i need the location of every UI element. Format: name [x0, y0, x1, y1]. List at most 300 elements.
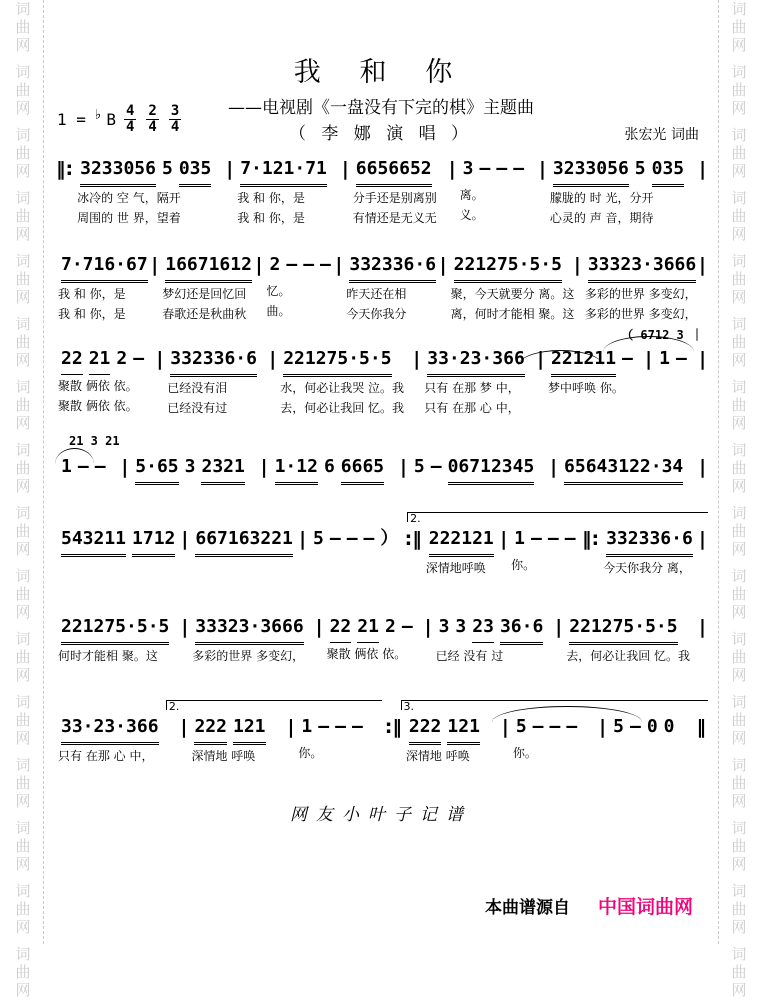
- notation-line: [58, 252, 147, 283]
- measure: [189, 614, 314, 665]
- lyric-line-1: 你。: [512, 746, 537, 760]
- note-group: –: [496, 158, 508, 179]
- watermark-text: 曲: [731, 81, 747, 99]
- watermark-text: 词: [15, 504, 31, 522]
- lyric-line-1: 昨天还在相: [346, 287, 407, 301]
- watermark-text: 曲: [731, 207, 747, 225]
- note-group: 667163221: [195, 526, 293, 557]
- measure: [653, 346, 698, 414]
- note-group: 3233056: [80, 156, 156, 187]
- note-group: 543211: [61, 526, 126, 557]
- notation-line: [237, 156, 338, 187]
- lyric-line-1: 你。: [511, 558, 536, 572]
- note-group: 5·65: [135, 454, 178, 485]
- measure: [55, 346, 155, 415]
- barline: |: [538, 158, 546, 180]
- watermark-text: 词: [15, 252, 31, 270]
- end-barline: |: [699, 616, 706, 638]
- barline: |: [537, 348, 545, 370]
- watermark-group: [730, 441, 748, 495]
- watermark-group: [730, 315, 748, 369]
- notation-line: [58, 614, 177, 645]
- watermark-text: 曲: [15, 207, 31, 225]
- time-signature-denominator: 4: [170, 119, 180, 135]
- watermark-group: [14, 378, 32, 432]
- lyric-line-1: [58, 560, 177, 577]
- measure: [55, 252, 150, 323]
- note-group: 121: [447, 714, 480, 745]
- end-barline: |: [699, 348, 707, 370]
- time-signature: [146, 104, 158, 135]
- watermark-text: 曲: [15, 144, 31, 162]
- watermark-text: 网: [731, 351, 747, 369]
- watermark-text: 词: [731, 378, 747, 396]
- time-signature: [169, 104, 181, 135]
- note-group: 21: [89, 346, 111, 375]
- time-signature-denominator: 4: [125, 119, 135, 135]
- note-group: –: [329, 528, 341, 549]
- note-group: 21: [357, 614, 379, 643]
- note-group: –: [351, 716, 363, 737]
- watermark-text: 词: [731, 756, 747, 774]
- note-group: 035: [652, 156, 685, 187]
- repeat-sign: ‖:: [581, 528, 600, 550]
- volta-bracket: [166, 700, 382, 713]
- notation-line: [406, 714, 498, 745]
- watermark-text: 曲: [731, 270, 747, 288]
- watermark-group: [14, 189, 32, 243]
- measure: [55, 714, 180, 765]
- watermark-text: 曲: [731, 711, 747, 729]
- system-row: [55, 252, 707, 323]
- note-group: 36·6: [500, 614, 543, 645]
- watermark-group: [730, 630, 748, 684]
- lyric-line-1: [610, 745, 692, 762]
- measure: [264, 252, 335, 320]
- watermark-text: 网: [731, 99, 747, 117]
- right-watermark-column: [730, 0, 748, 1008]
- measure: [558, 454, 698, 485]
- watermark-text: 词: [731, 126, 747, 144]
- watermark-text: 网: [731, 414, 747, 432]
- note-group: –: [133, 348, 145, 369]
- measure: [343, 252, 438, 323]
- measure: [159, 252, 254, 323]
- measure: [508, 526, 581, 574]
- measure: [403, 714, 501, 765]
- note-group: –: [346, 528, 358, 549]
- barline: |: [269, 348, 277, 370]
- lyric-line-2: 我 和 你，是: [237, 211, 305, 225]
- watermark-text: 网: [15, 603, 31, 621]
- watermark-group: [730, 63, 748, 117]
- watermark-text: 网: [15, 918, 31, 936]
- note-group: 23: [472, 614, 494, 643]
- notation-line: [436, 614, 552, 645]
- measure: [55, 614, 180, 665]
- score-system: [55, 326, 707, 417]
- measure: [307, 526, 404, 574]
- lyric-line-1: 只有 在那 梦 中，: [424, 381, 520, 395]
- performer-line: （ 李 娜 演 唱 ）: [288, 124, 474, 144]
- watermark-text: 词: [731, 441, 747, 459]
- watermark-text: 网: [731, 918, 747, 936]
- watermark-text: 词: [15, 0, 31, 18]
- notation-line: [603, 526, 695, 557]
- end-barline: |: [699, 528, 706, 550]
- watermark-text: 词: [15, 441, 31, 459]
- note-group: 3: [184, 456, 196, 477]
- note-group: 5: [161, 158, 173, 179]
- note-group: 5: [515, 716, 527, 737]
- notation-line: [167, 346, 265, 377]
- note-group: –: [629, 716, 641, 737]
- note-group: 2: [116, 348, 128, 369]
- flat-sign-icon: ♭: [93, 106, 103, 123]
- barline: |: [448, 158, 456, 180]
- notation-line: [191, 714, 283, 745]
- measure: [408, 454, 549, 485]
- lyric-line-2: 义。: [459, 208, 484, 222]
- final-barline: ‖: [696, 716, 706, 738]
- lyric-line-1: 聚，今天就要分 离。这: [450, 287, 575, 301]
- watermark-text: 曲: [731, 144, 747, 162]
- barline: |: [399, 456, 407, 478]
- lyric-line-1: 离。: [459, 188, 484, 202]
- note-group: –: [94, 456, 106, 477]
- lyric-line-1: [656, 377, 695, 394]
- measure: [189, 526, 298, 577]
- score-system: [55, 614, 707, 665]
- pickup-notes: （ 6712 3 ｜: [621, 328, 703, 342]
- watermark-text: 曲: [731, 18, 747, 36]
- note-group: –: [430, 456, 442, 477]
- notation-line: [424, 346, 533, 377]
- watermark-text: 网: [15, 981, 31, 999]
- measure: [547, 156, 698, 227]
- system-row: [55, 346, 707, 417]
- watermark-text: 曲: [731, 585, 747, 603]
- lyric-line-1: [192, 560, 295, 577]
- lyric-line-2: 离，何时才能相 聚。这: [450, 307, 575, 321]
- note-group: 332336·6: [170, 346, 257, 377]
- lyric-line-1: 你。: [298, 746, 323, 760]
- right-dashed-divider: [718, 0, 719, 944]
- time-signature-numerator: 3: [170, 103, 180, 119]
- notation-line: [132, 454, 256, 485]
- watermark-text: 词: [731, 315, 747, 333]
- measure: [295, 714, 383, 762]
- watermark-text: 网: [15, 288, 31, 306]
- note-group: 3: [462, 158, 474, 179]
- notation-line: [411, 454, 546, 485]
- note-group: –: [320, 254, 331, 275]
- barline: |: [424, 616, 432, 638]
- watermark-text: 网: [15, 225, 31, 243]
- barline: |: [181, 528, 189, 550]
- watermark-group: [14, 252, 32, 306]
- lyric-line-1: 聚散 俩依 依。: [326, 647, 407, 661]
- note-group: 22: [330, 614, 352, 643]
- key-signature: [57, 104, 181, 135]
- note-group: 6656652: [356, 156, 432, 187]
- lyric-line-1: 冰冷的 空 气，隔开: [77, 191, 181, 205]
- watermark-text: 曲: [15, 900, 31, 918]
- measure: [188, 714, 286, 765]
- watermark-group: [14, 441, 32, 495]
- lyric-line-2: 春歌还是秋曲秋: [162, 307, 247, 321]
- watermark-text: 曲: [15, 18, 31, 36]
- key-letter: B: [106, 110, 116, 129]
- watermark-text: 词: [15, 567, 31, 585]
- lyric-line-2: [656, 397, 695, 414]
- barline: |: [181, 616, 189, 638]
- lyric-line-1: 去，何必让我回 忆。我: [566, 649, 691, 663]
- watermark-text: 词: [731, 945, 747, 963]
- repeat-start-sign: ‖:: [56, 158, 74, 180]
- watermark-text: 网: [731, 603, 747, 621]
- watermark-text: 曲: [15, 270, 31, 288]
- barline: |: [439, 254, 447, 276]
- watermark-group: [730, 945, 748, 999]
- measure: [423, 526, 499, 577]
- note-group: –: [549, 716, 561, 737]
- watermark-text: 网: [731, 288, 747, 306]
- lyric-line-2: 聚散 俩依 依。: [58, 399, 138, 413]
- note-group: –: [401, 616, 413, 637]
- lyric-line-1: 多彩的世界 多变幻，: [192, 649, 305, 663]
- watermark-text: 曲: [731, 522, 747, 540]
- notation-line: [272, 454, 396, 485]
- notation-line: [566, 614, 695, 645]
- watermark-text: 词: [731, 693, 747, 711]
- watermark-text: 曲: [731, 774, 747, 792]
- note-group: 65643122·34: [564, 454, 683, 485]
- watermark-text: 曲: [731, 459, 747, 477]
- lyric-line-1: [310, 557, 401, 574]
- watermark-text: 网: [731, 225, 747, 243]
- note-group: –: [675, 348, 687, 369]
- notation-line: [327, 614, 421, 643]
- note-group: 222: [409, 714, 442, 745]
- end-barline: |: [699, 456, 707, 478]
- score-system: [55, 156, 707, 227]
- note-group: 0: [663, 716, 675, 737]
- notation-line: [451, 252, 570, 283]
- note-group: 6665: [341, 454, 384, 485]
- measure: [269, 454, 399, 485]
- watermark-group: [14, 315, 32, 369]
- volta-bracket: [407, 512, 708, 525]
- lyric-line-2: 心灵的 声 音，期待: [549, 211, 654, 225]
- watermark-text: 网: [731, 729, 747, 747]
- note-group: –: [479, 158, 491, 179]
- barline: |: [501, 716, 509, 738]
- time-signature: [124, 104, 136, 135]
- barline: |: [156, 348, 164, 370]
- watermark-text: 词: [15, 63, 31, 81]
- barline: |: [341, 158, 349, 180]
- watermark-text: 曲: [15, 333, 31, 351]
- watermark-group: [14, 63, 32, 117]
- note-group: 222: [194, 714, 227, 745]
- note-group: 06712345: [448, 454, 535, 485]
- watermark-text: 曲: [731, 900, 747, 918]
- watermark-text: 词: [15, 819, 31, 837]
- barline: |: [121, 456, 129, 478]
- watermark-text: 词: [731, 819, 747, 837]
- notation-line: [353, 156, 445, 187]
- measure: [457, 156, 538, 224]
- note-group: 1: [301, 716, 313, 737]
- watermark-text: 词: [15, 630, 31, 648]
- note-group: 7·121·71: [240, 156, 327, 187]
- note-group: 1: [659, 348, 670, 369]
- barline: |: [299, 528, 307, 550]
- note-group: 1: [514, 528, 525, 549]
- notation-line: [267, 252, 332, 280]
- note-group: 3: [438, 616, 450, 637]
- watermark-group: [730, 693, 748, 747]
- watermark-text: 网: [731, 162, 747, 180]
- barline: |: [645, 348, 653, 370]
- barline: |: [315, 616, 323, 638]
- watermark-text: 词: [731, 882, 747, 900]
- lyric-line-1: 我 和 你，是: [58, 287, 126, 301]
- barline: |: [180, 716, 188, 738]
- watermark-text: 词: [15, 756, 31, 774]
- note-group: 33·23·366: [427, 346, 525, 377]
- source-site-link[interactable]: 中国词曲网: [597, 896, 693, 918]
- barline: |: [550, 456, 558, 478]
- note-group: 3233056: [553, 156, 629, 187]
- measure: [448, 252, 573, 323]
- volta-label: 2.: [168, 700, 180, 713]
- notation-line: [550, 156, 695, 187]
- watermark-text: 词: [731, 0, 747, 18]
- lyric-line-2: 周围的 世 界，望着: [77, 211, 181, 225]
- measure: [421, 346, 536, 417]
- score-system: [55, 252, 707, 323]
- note-group: –: [513, 158, 525, 179]
- notation-line: [460, 156, 535, 184]
- watermark-group: [14, 126, 32, 180]
- watermark-text: 曲: [15, 963, 31, 981]
- notation-line: [280, 346, 409, 377]
- end-barline: |: [699, 158, 707, 180]
- barline: |: [255, 254, 263, 276]
- lyric-line-2: [548, 400, 641, 417]
- barline: |: [413, 348, 421, 370]
- barline: |: [335, 254, 343, 276]
- notation-line: [192, 614, 311, 645]
- score-sheet: [55, 0, 707, 944]
- note-group: 6: [323, 456, 335, 477]
- watermark-group: [730, 378, 748, 432]
- watermark-text: 网: [731, 981, 747, 999]
- note-group: –: [532, 716, 544, 737]
- note-group: 221275·5·5: [569, 614, 677, 645]
- watermark-group: [14, 756, 32, 810]
- note-group: ）: [380, 528, 399, 549]
- measure: [563, 614, 698, 665]
- song-title: 我 和 你: [293, 57, 469, 87]
- measure: [324, 614, 424, 663]
- watermark-text: 曲: [731, 963, 747, 981]
- notation-line: [426, 526, 496, 557]
- watermark-group: [14, 819, 32, 873]
- watermark-text: 曲: [15, 585, 31, 603]
- lyric-line-1: 水，何必让我哭 泣。我: [280, 381, 405, 395]
- watermark-group: [14, 0, 32, 54]
- watermark-text: 曲: [15, 774, 31, 792]
- lyric-line-1: 只有 在那 心 中，: [58, 749, 154, 763]
- end-barline: |: [699, 254, 706, 276]
- note-group: 332336·6: [349, 252, 436, 283]
- watermark-text: 词: [731, 630, 747, 648]
- watermark-text: 曲: [731, 648, 747, 666]
- note-group: 3: [455, 616, 467, 637]
- left-dashed-divider: [43, 0, 44, 944]
- lyric-line-1: 聚散 俩依 依。: [58, 379, 138, 393]
- note-group: 332336·6: [606, 526, 693, 557]
- score-system: [55, 698, 707, 765]
- watermark-text: 词: [731, 567, 747, 585]
- watermark-text: 网: [15, 99, 31, 117]
- note-group: –: [335, 716, 346, 737]
- measure: [582, 252, 698, 323]
- lyric-line-1: 深情地呼唤: [425, 561, 486, 575]
- watermark-group: [14, 630, 32, 684]
- watermark-text: 网: [15, 666, 31, 684]
- note-group: 7·716·67: [61, 252, 148, 283]
- measure: [234, 156, 341, 227]
- left-watermark-column: [14, 0, 32, 1008]
- watermark-text: 词: [15, 693, 31, 711]
- watermark-group: [730, 504, 748, 558]
- watermark-text: 词: [15, 945, 31, 963]
- lyric-line-1: 深情地 呼唤: [191, 749, 256, 763]
- watermark-text: 网: [15, 36, 31, 54]
- note-group: –: [363, 528, 375, 549]
- barline: |: [151, 254, 159, 276]
- lyric-line-1: 忆。: [266, 284, 291, 298]
- lyric-line-1: 梦中呼唤 你。: [548, 381, 624, 395]
- measure: [600, 526, 698, 577]
- watermark-text: 词: [731, 189, 747, 207]
- watermark-group: [730, 567, 748, 621]
- watermark-group: [730, 756, 748, 810]
- watermark-text: 词: [15, 189, 31, 207]
- note-group: 5: [634, 158, 646, 179]
- grace-notes: 21 3 21: [69, 434, 120, 448]
- measure: [433, 614, 555, 665]
- watermark-text: 网: [15, 792, 31, 810]
- time-signature-denominator: 4: [148, 119, 157, 135]
- watermark-text: 网: [731, 666, 747, 684]
- notation-line: [77, 156, 222, 187]
- note-group: –: [318, 716, 330, 737]
- notation-line: [58, 526, 177, 557]
- watermark-text: 词: [15, 315, 31, 333]
- lyric-line-1: 朦胧的 时 光，分开: [549, 191, 654, 205]
- notation-line: [58, 714, 177, 745]
- note-group: 22: [61, 346, 83, 375]
- time-signature-numerator: 4: [125, 103, 135, 119]
- note-group: 2321: [201, 454, 244, 485]
- watermark-group: [730, 819, 748, 873]
- lyric-line-1: 已经没有泪: [167, 381, 228, 395]
